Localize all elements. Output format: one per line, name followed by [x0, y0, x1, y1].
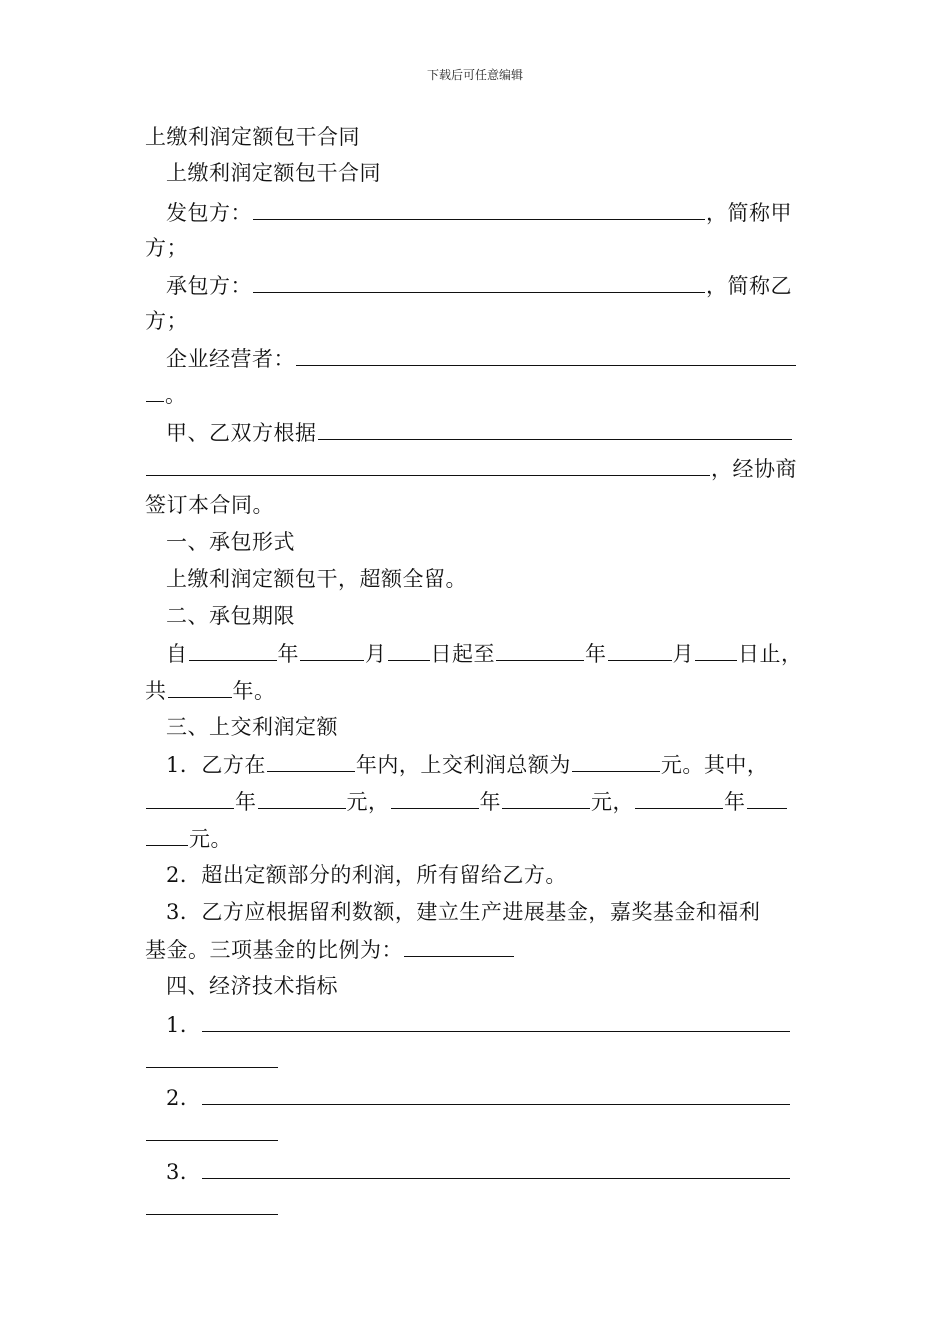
breakdown-yuan-1: 元， — [346, 790, 390, 814]
operator-blank-cont[interactable] — [146, 381, 164, 402]
page-header: 下载后可任意编辑 — [426, 68, 523, 82]
party-a-cont: 方； — [145, 236, 188, 260]
indicator-item-2 — [166, 1084, 791, 1111]
basis-label: 甲、乙双方根据 — [166, 421, 317, 445]
document-title: 上缴利润定额包干合同 — [145, 125, 360, 149]
section1-heading: 一、承包形式 — [166, 530, 295, 554]
indicator-blank-1-cont[interactable] — [146, 1047, 278, 1068]
basis-line — [166, 419, 793, 446]
section4-heading: 四、经济技术指标 — [166, 974, 338, 998]
operator-line — [166, 345, 797, 372]
indicator-blank-3[interactable] — [202, 1158, 790, 1179]
indicator-item-3 — [166, 1158, 791, 1185]
fund-ratio-label: 基金。三项基金的比例为： — [145, 938, 403, 962]
term-total-label: 共 — [145, 679, 167, 703]
profit-years-blank[interactable] — [267, 751, 355, 772]
fund-ratio-line — [145, 936, 515, 963]
breakdown-year-label-2: 年 — [479, 790, 501, 814]
term-year-label-2: 年 — [585, 642, 607, 666]
indicator-number-3: 3． — [166, 1160, 202, 1184]
operator-cont-line — [145, 381, 187, 408]
indicator-number-1: 1． — [166, 1013, 202, 1037]
start-month-blank[interactable] — [300, 640, 364, 661]
start-year-blank[interactable] — [189, 640, 277, 661]
party-a-label: 发包方： — [166, 201, 252, 225]
basis-blank[interactable] — [318, 419, 792, 440]
party-b-label: 承包方： — [166, 274, 252, 298]
basis-cont: 签订本合同。 — [145, 493, 274, 517]
term-month-label: 月 — [365, 642, 387, 666]
operator-cont: 。 — [165, 383, 187, 407]
party-b-blank[interactable] — [253, 272, 705, 293]
basis-line-2 — [145, 455, 797, 482]
profit-item1-c: 元。其中， — [660, 753, 769, 777]
breakdown-year-2[interactable] — [391, 788, 479, 809]
basis-suffix: ，经协商 — [711, 457, 797, 481]
indicator-cont-1 — [145, 1047, 279, 1074]
section3-heading: 三、上交利润定额 — [166, 715, 338, 739]
breakdown-yuan-end: 元。 — [189, 827, 232, 851]
profit-item1-b: 年内，上交利润总额为 — [355, 753, 571, 777]
term-day-to: 日止， — [738, 642, 803, 666]
party-b-suffix: ，简称乙 — [706, 274, 792, 298]
indicator-blank-1[interactable] — [202, 1011, 790, 1032]
indicator-cont-2 — [145, 1120, 279, 1147]
party-b-line — [166, 272, 792, 299]
indicator-number-2: 2． — [166, 1086, 202, 1110]
indicator-cont-3 — [145, 1194, 279, 1221]
party-a-blank[interactable] — [253, 199, 705, 220]
breakdown-year-3[interactable] — [635, 788, 723, 809]
section2-heading: 二、承包期限 — [166, 604, 295, 628]
indicator-blank-2-cont[interactable] — [146, 1120, 278, 1141]
end-year-blank[interactable] — [496, 640, 584, 661]
profit-breakdown-cont — [145, 825, 232, 852]
term-total-unit: 年。 — [232, 679, 276, 703]
party-b-cont: 方； — [145, 309, 188, 333]
profit-item1-a: 1．乙方在 — [166, 753, 266, 777]
term-from: 自 — [166, 642, 188, 666]
breakdown-amount-1[interactable] — [258, 788, 346, 809]
indicator-blank-3-cont[interactable] — [146, 1194, 278, 1215]
breakdown-yuan-2: 元， — [591, 790, 634, 814]
indicator-blank-2[interactable] — [202, 1084, 790, 1105]
end-day-blank[interactable] — [695, 640, 737, 661]
party-a-line — [166, 199, 792, 226]
contract-title: 上缴利润定额包干合同 — [166, 161, 381, 185]
breakdown-year-label-3: 年 — [724, 790, 746, 814]
basis-blank-2[interactable] — [146, 455, 710, 476]
profit-total-blank[interactable] — [572, 751, 660, 772]
breakdown-year-1[interactable] — [146, 788, 234, 809]
end-month-blank[interactable] — [608, 640, 672, 661]
fund-ratio-blank[interactable] — [404, 936, 514, 957]
profit-item3: 3．乙方应根据留利数额，建立生产进展基金，嘉奖基金和福利 — [166, 900, 761, 924]
term-line — [166, 640, 803, 667]
term-year-label: 年 — [277, 642, 299, 666]
term-day-from: 日起至 — [430, 642, 495, 666]
term-total-blank[interactable] — [168, 677, 232, 698]
breakdown-amount-2[interactable] — [502, 788, 590, 809]
profit-item1 — [166, 751, 768, 778]
indicator-item-1 — [166, 1011, 791, 1038]
breakdown-year-label-1: 年 — [235, 790, 257, 814]
operator-blank[interactable] — [296, 345, 796, 366]
profit-breakdown — [145, 788, 788, 815]
term-month-label-2: 月 — [672, 642, 694, 666]
breakdown-amount-3-cont[interactable] — [146, 825, 188, 846]
section1-text: 上缴利润定额包干，超额全留。 — [166, 567, 467, 591]
start-day-blank[interactable] — [388, 640, 430, 661]
term-total-line — [145, 677, 276, 704]
operator-label: 企业经营者： — [166, 347, 295, 371]
profit-item2: 2．超出定额部分的利润，所有留给乙方。 — [166, 863, 567, 887]
party-a-suffix: ，简称甲 — [706, 201, 792, 225]
breakdown-amount-3[interactable] — [747, 788, 787, 809]
